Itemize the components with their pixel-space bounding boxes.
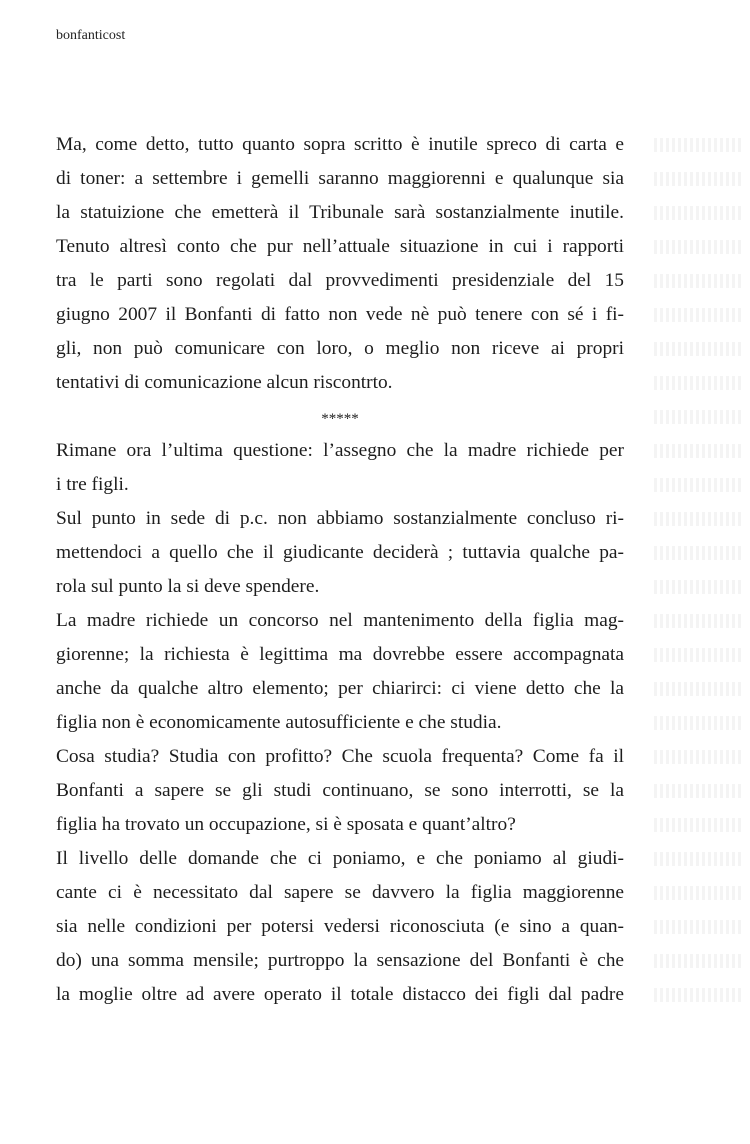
bleed-through-mark: [654, 240, 744, 254]
bleed-through-mark: [654, 546, 744, 560]
paragraph-block-2: [56, 436, 624, 1014]
bleed-through-mark: [654, 614, 744, 628]
text-line: Ma, come detto, tutto quanto sopra scritto è inutile spreco di carta e: [56, 134, 624, 155]
section-separator: *****: [321, 411, 359, 427]
text-line: la statuizione che emetterà il Tribunale sarà sostanzialmente inutile.: [56, 202, 624, 223]
text-line: anche da qualche altro elemento; per chiarirci: ci viene detto che la: [56, 678, 624, 699]
text-line: tentativi di comunicazione alcun riscontrto.: [56, 372, 393, 393]
text-line: La madre richiede un concorso nel mantenimento della figlia mag-: [56, 610, 624, 631]
text-line: do) una somma mensile; purtroppo la sensazione del Bonfanti è che: [56, 950, 624, 971]
text-line: cante ci è necessitato dal sapere se davvero la figlia maggiorenne: [56, 882, 624, 903]
bleed-through-mark: [654, 750, 744, 764]
text-line: figlia non è economicamente autosufficiente e che studia.: [56, 712, 502, 733]
text-line: tra le parti sono regolati dal provvedimenti presidenziale del 15: [56, 270, 624, 291]
text-line: rola sul punto la si deve spendere.: [56, 576, 320, 597]
text-line: Sul punto in sede di p.c. non abbiamo sostanzialmente concluso ri-: [56, 508, 624, 529]
bleed-through-mark: [654, 376, 744, 390]
text-line: figlia ha trovato un occupazione, si è sposata e quant’altro?: [56, 814, 516, 835]
text-line: gli, non può comunicare con loro, o meglio non riceve ai propri: [56, 338, 624, 359]
bleed-through-mark: [654, 308, 744, 322]
bleed-through-mark: [654, 512, 744, 526]
text-line: Tenuto altresì conto che pur nell’attuale situazione in cui i rapporti: [56, 236, 624, 257]
text-line: giorenne; la richiesta è legittima ma dovrebbe essere accompagnata: [56, 644, 624, 665]
bleed-through-mark: [654, 478, 744, 492]
text-line: Bonfanti a sapere se gli studi continuano, se sono interrotti, se la: [56, 780, 624, 801]
bleed-through-mark: [654, 274, 744, 288]
bleed-through-mark: [654, 920, 744, 934]
document-body: [56, 130, 624, 1014]
bleed-through-shadow: [650, 0, 750, 1144]
bleed-through-mark: [654, 852, 744, 866]
text-line: Cosa studia? Studia con profitto? Che scuola frequenta? Come fa il: [56, 746, 624, 767]
bleed-through-mark: [654, 784, 744, 798]
bleed-through-mark: [654, 342, 744, 356]
bleed-through-mark: [654, 206, 744, 220]
text-line: Rimane ora l’ultima questione: l’assegno che la madre richiede per: [56, 440, 624, 461]
bleed-through-mark: [654, 138, 744, 152]
text-line: Il livello delle domande che ci poniamo, e che poniamo al giudi-: [56, 848, 624, 869]
bleed-through-mark: [654, 172, 744, 186]
paragraph-block-1: [56, 130, 624, 402]
bleed-through-mark: [654, 716, 744, 730]
bleed-through-mark: [654, 580, 744, 594]
bleed-through-mark: [654, 954, 744, 968]
running-head: bonfanticost: [56, 28, 126, 43]
text-line: la moglie oltre ad avere operato il totale distacco dei figli dal padre: [56, 984, 624, 1005]
text-line: sia nelle condizioni per potersi vedersi riconosciuta (e sino a quan-: [56, 916, 624, 937]
bleed-through-mark: [654, 886, 744, 900]
bleed-through-mark: [654, 444, 744, 458]
bleed-through-mark: [654, 818, 744, 832]
bleed-through-mark: [654, 648, 744, 662]
text-line: giugno 2007 il Bonfanti di fatto non vede nè può tenere con sé i fi-: [56, 304, 624, 325]
bleed-through-mark: [654, 988, 744, 1002]
bleed-through-mark: [654, 410, 744, 424]
text-line: mettendoci a quello che il giudicante deciderà ; tuttavia qualche pa-: [56, 542, 624, 563]
text-line: di toner: a settembre i gemelli saranno maggiorenni e qualunque sia: [56, 168, 624, 189]
text-line: i tre figli.: [56, 474, 129, 495]
bleed-through-mark: [654, 682, 744, 696]
